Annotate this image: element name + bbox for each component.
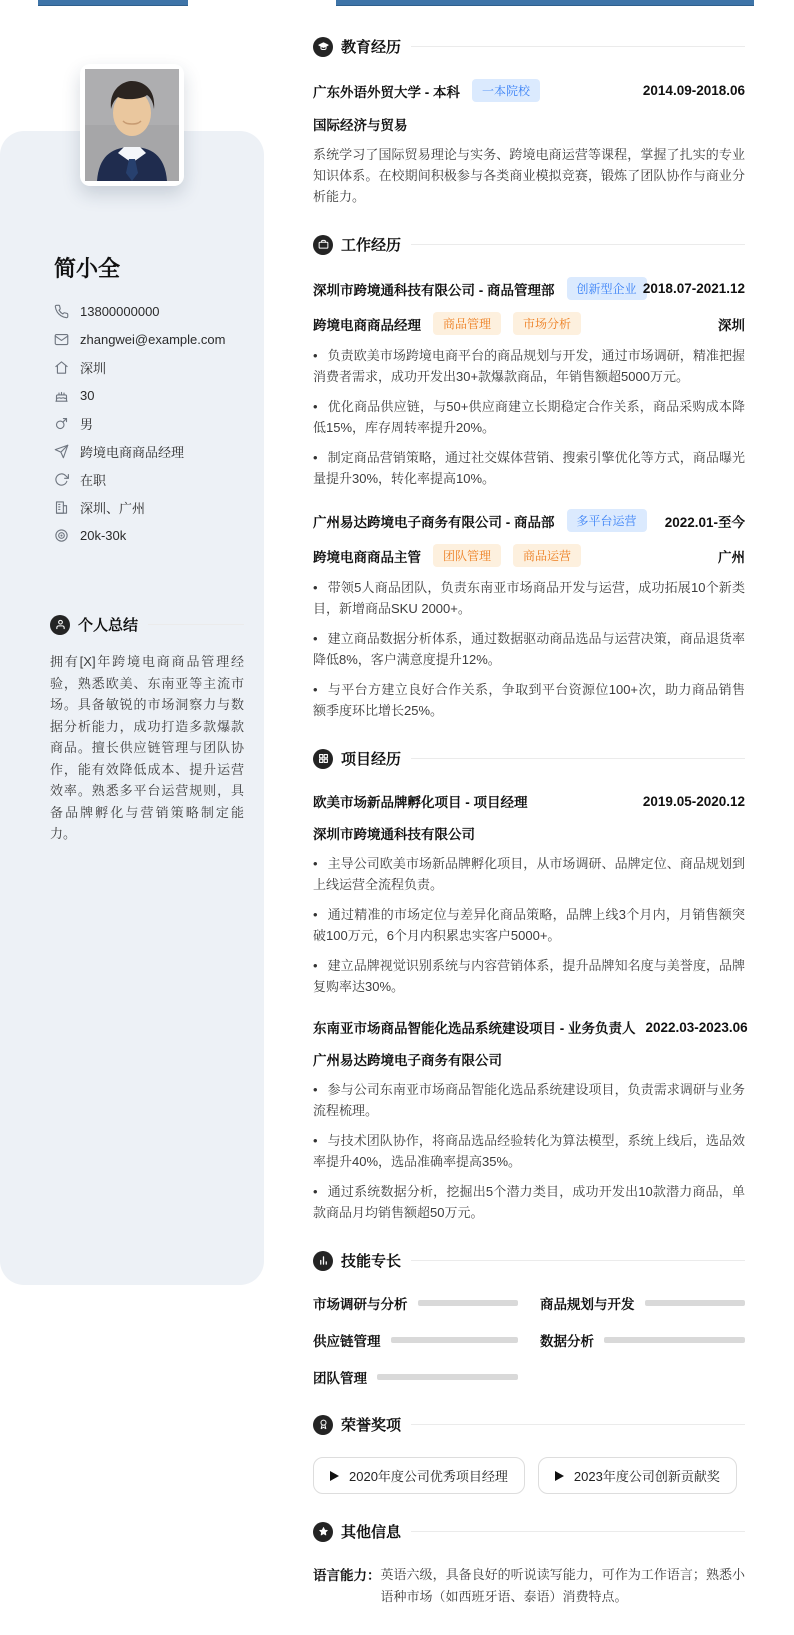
job-bullets [313, 345, 745, 489]
job-company-row [313, 509, 745, 532]
job-role: 跨境电商商品经理 [313, 317, 421, 333]
contact-salary-value: 20k-30k [80, 527, 127, 543]
divider [411, 1531, 745, 1532]
summary-header [50, 614, 244, 635]
job-bullet: • 带领5人商品团队，负责东南亚市场商品开发与运营，成功拓展10个新类目，新增商品SKU 2000+。 [313, 577, 745, 619]
divider [148, 624, 244, 625]
skills-section [313, 1250, 745, 1387]
school-badge: 一本院校 [472, 79, 540, 102]
top-accent-bar-left [38, 0, 188, 6]
target-icon [54, 528, 69, 543]
project-date: 2019.05-2020.12 [642, 793, 745, 809]
contact-city [54, 353, 254, 381]
awards-header [313, 1414, 745, 1435]
project-company: 广州易达跨境电子商务有限公司 [313, 1053, 502, 1068]
job-date: 2018.07-2021.12 [642, 281, 745, 296]
skill-item [540, 1330, 745, 1350]
company-name: 深圳市跨境通科技有限公司 - 商品管理部 [313, 282, 555, 298]
divider [411, 1260, 745, 1261]
education-title: 教育经历 [341, 39, 402, 56]
job-tag: 市场分析 [513, 312, 581, 335]
projects-header [313, 748, 745, 769]
contact-phone [54, 297, 254, 325]
education-date: 2014.09-2018.06 [642, 83, 745, 98]
company-name: 广州易达跨境电子商务有限公司 - 商品部 [313, 514, 555, 530]
project-bullets [313, 853, 745, 997]
language-text: 英语六级，具备良好的听说读写能力，可作为工作语言；熟悉小语种市场（如西班牙语、泰语）消费特点。 [380, 1567, 745, 1604]
project-title-row [313, 1017, 748, 1037]
awards-section [313, 1414, 745, 1494]
medal-icon [313, 1415, 333, 1435]
star-icon [313, 1522, 333, 1542]
contact-gender-value: 男 [80, 416, 94, 432]
company-badge: 多平台运营 [567, 509, 647, 532]
main-column [313, 36, 748, 1635]
company-badge: 创新型企业 [567, 277, 647, 300]
education-description: 系统学习了国际贸易理论与实务、跨境电商运营等课程，掌握了扎实的专业知识体系。在校期间积极参与各类商业模拟竞赛，锻炼了团队协作与商业分析能力。 [313, 147, 745, 204]
graduation-cap-icon [313, 37, 333, 57]
skill-bar [391, 1337, 519, 1343]
contact-status-value: 在职 [80, 472, 107, 488]
other-info-title: 其他信息 [341, 1524, 402, 1541]
project-company: 深圳市跨境通科技有限公司 [313, 827, 475, 842]
job-bullet: • 与平台方建立良好合作关系，争取到平台资源位100+次，助力商品销售额季度环比增长25%。 [313, 679, 745, 721]
skills-header [313, 1250, 745, 1271]
skill-label: 供应链管理 [313, 1334, 381, 1349]
project-bullet: • 通过精准的市场定位与差异化商品策略，品牌上线3个月内，月销售额突破100万元，6个月内积累忠实客户5000+。 [313, 904, 745, 946]
skill-bar [604, 1337, 745, 1343]
job-location: 深圳 [718, 317, 745, 333]
skill-item [313, 1330, 518, 1350]
skill-item [313, 1293, 518, 1313]
paper-plane-icon [54, 444, 69, 459]
divider [411, 1424, 745, 1425]
work-title: 工作经历 [341, 237, 402, 254]
job-role: 跨境电商商品主管 [313, 549, 421, 565]
skill-label: 商品规划与开发 [540, 1297, 635, 1312]
education-section [313, 36, 745, 207]
projects-title: 项目经历 [341, 751, 402, 768]
briefcase-icon [313, 235, 333, 255]
language-label: 语言能力： [313, 1568, 381, 1583]
project-name: 欧美市场新品牌孵化项目 - 项目经理 [313, 795, 528, 810]
summary-text: 拥有[X]年跨境电商商品管理经验，熟悉欧美、东南亚等主流市场。具备敏锐的市场洞察力与数据分析能力，成功打造多款爆款商品。擅长供应链管理与团队协作，能有效降低成本、提升运营效率。熟悉多平台运营规则，具备品牌孵化与营销策略制定能力。 [50, 654, 244, 841]
skills-title: 技能专长 [341, 1253, 402, 1270]
gender-icon [54, 416, 69, 431]
award-text: 2023年度公司创新贡献奖 [573, 1469, 720, 1484]
school-name: 广东外语外贸大学 - 本科 [313, 84, 460, 100]
work-header [313, 234, 745, 255]
job-bullet: • 建立商品数据分析体系，通过数据驱动商品选品与运营决策，商品退货率降低8%，客户满意度提升12%。 [313, 628, 745, 670]
contact-gender [54, 409, 254, 437]
contact-age [54, 381, 254, 409]
other-info-header [313, 1521, 745, 1542]
skills-grid [313, 1293, 745, 1387]
contact-position [54, 437, 254, 465]
contact-phone-value: 13800000000 [80, 303, 160, 319]
job-tag: 团队管理 [433, 544, 501, 567]
contact-work-cities-value: 深圳、广州 [80, 500, 146, 516]
work-section [313, 234, 745, 721]
play-icon [555, 1471, 564, 1481]
skill-bar [418, 1300, 519, 1306]
award-text: 2020年度公司优秀项目经理 [349, 1469, 508, 1484]
project-bullets [313, 1079, 745, 1223]
job-bullet: • 优化商品供应链，与50+供应商建立长期稳定合作关系，商品采购成本降低15%，库存周转率提升20%。 [313, 396, 745, 438]
skill-item [540, 1293, 745, 1313]
divider [411, 46, 745, 47]
play-icon [330, 1471, 339, 1481]
job-bullet: • 负责欧美市场跨境电商平台的商品规划与开发，通过市场调研，精准把握消费者需求，成功开发出30+款爆款商品，年销售额超5000万元。 [313, 345, 745, 387]
profile-photo [80, 64, 184, 186]
contact-email [54, 325, 254, 353]
project-entry [313, 791, 745, 997]
skill-label: 团队管理 [313, 1371, 367, 1386]
skill-label: 数据分析 [540, 1334, 594, 1349]
award-item [313, 1457, 525, 1494]
job-entry [313, 277, 745, 489]
contact-email-value: zhangwei@example.com [80, 331, 226, 347]
contact-salary [54, 521, 254, 549]
cake-icon [54, 388, 69, 403]
project-bullet: • 通过系统数据分析，挖掘出5个潜力类目，成功开发出10款潜力商品，单款商品月均销售额超50万元。 [313, 1181, 745, 1223]
skill-bar [645, 1300, 746, 1306]
home-icon [54, 360, 69, 375]
awards-row [313, 1457, 745, 1494]
candidate-name: 简小全 [54, 256, 121, 281]
bar-chart-icon [313, 1251, 333, 1271]
job-entry [313, 509, 745, 721]
project-bullet: • 主导公司欧美市场新品牌孵化项目，从市场调研、品牌定位、商品规划到上线运营全流程负责。 [313, 853, 745, 895]
job-tag: 商品运营 [513, 544, 581, 567]
divider [411, 758, 745, 759]
summary-section [50, 614, 244, 845]
contact-work-cities [54, 493, 254, 521]
education-header [313, 36, 745, 57]
job-role-row [313, 312, 745, 335]
language-ability-row [313, 1564, 745, 1608]
job-role-row [313, 544, 745, 567]
phone-icon [54, 304, 69, 319]
portrait-image [85, 69, 179, 181]
contact-status [54, 465, 254, 493]
job-bullet: • 制定商品营销策略，通过社交媒体营销、搜索引擎优化等方式，商品曝光量提升30%，转化率提高10%。 [313, 447, 745, 489]
other-info-section [313, 1521, 745, 1608]
job-company-row [313, 277, 745, 300]
contact-list [54, 297, 254, 549]
project-bullet: • 参与公司东南亚市场商品智能化选品系统建设项目，负责需求调研与业务流程梳理。 [313, 1079, 745, 1121]
project-entry [313, 1017, 748, 1223]
mail-icon [54, 332, 69, 347]
job-tag: 商品管理 [433, 312, 501, 335]
skill-label: 市场调研与分析 [313, 1297, 408, 1312]
user-icon [50, 615, 70, 635]
project-name: 东南亚市场商品智能化选品系统建设项目 - 业务负责人 [313, 1021, 636, 1036]
project-bullet: • 建立品牌视觉识别系统与内容营销体系，提升品牌知名度与美誉度，品牌复购率达30%。 [313, 955, 745, 997]
job-location: 广州 [718, 549, 745, 565]
awards-title: 荣誉奖项 [341, 1417, 402, 1434]
project-title-row [313, 791, 745, 811]
award-item [538, 1457, 737, 1494]
divider [411, 244, 745, 245]
skill-item [313, 1367, 518, 1387]
projects-section [313, 748, 748, 1223]
skill-bar [377, 1374, 518, 1380]
grid-icon [313, 749, 333, 769]
job-bullets [313, 577, 745, 721]
sync-icon [54, 472, 69, 487]
contact-age-value: 30 [80, 387, 95, 403]
building-icon [54, 500, 69, 515]
education-major: 国际经济与贸易 [313, 118, 408, 133]
project-bullet: • 与技术团队协作，将商品选品经验转化为算法模型，系统上线后，选品效率提升40%，选品准确率提高35%。 [313, 1130, 745, 1172]
contact-city-value: 深圳 [80, 360, 107, 376]
top-accent-bar-right [336, 0, 754, 6]
summary-title: 个人总结 [78, 617, 139, 634]
project-date: 2022.03-2023.06 [645, 1019, 748, 1035]
contact-position-value: 跨境电商商品经理 [80, 444, 185, 460]
education-entry-row [313, 79, 745, 102]
job-date: 2022.01-至今 [664, 514, 745, 530]
